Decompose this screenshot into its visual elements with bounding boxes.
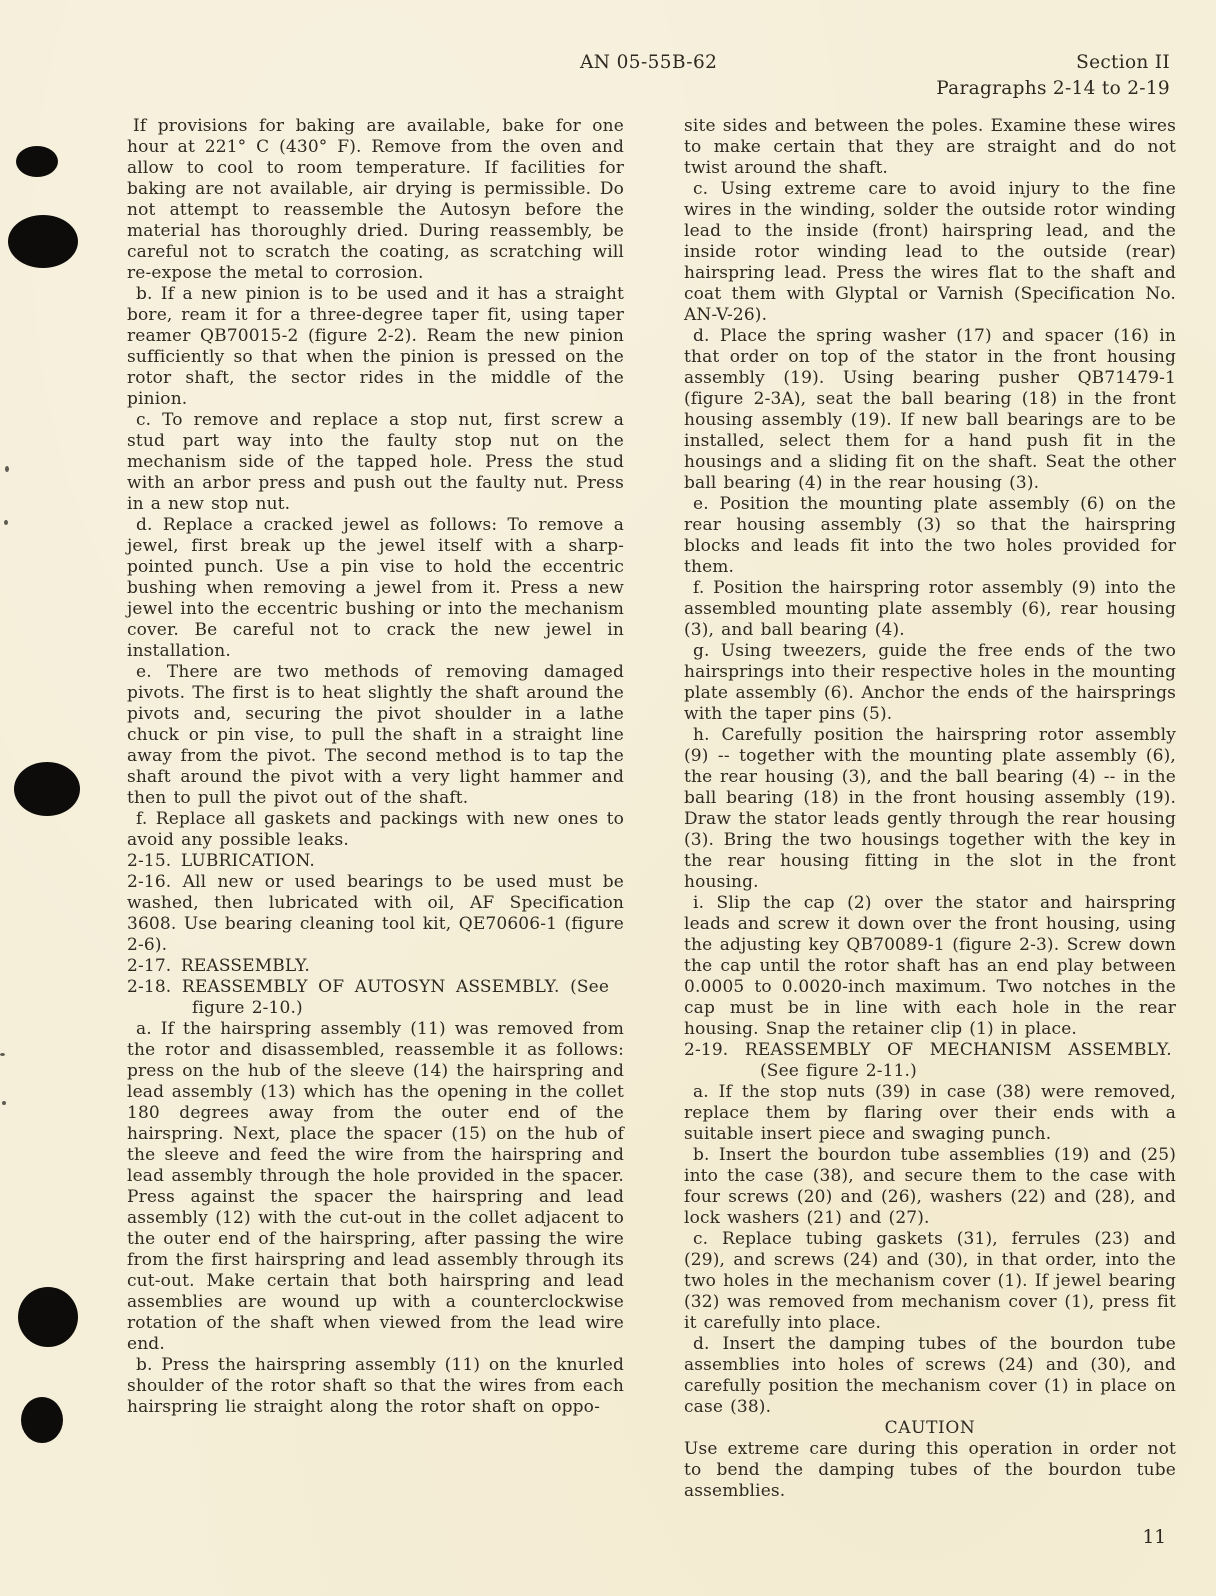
caution-heading: CAUTION <box>884 1418 976 1438</box>
paragraph-2-16: 2-16. All new or used bearings to be used must be washed, then lubricated with oil, AF Specification 3608. Use bearing cleaning tool kit, QE70606-1 (figure 2-6). <box>127 872 624 955</box>
punch-hole-mark <box>16 146 58 177</box>
paragraph-item-a: a. If the hairspring assembly (11) was removed from the rotor and disassembled, reassemble it as follows: press on the hub of the sleeve (14) the hairspring and lead assembly (13) which has the opening in the collet 180 degrees away from the outer end of the hairspring. Next, place the spacer (15) on the hub of the sleeve and feed the wire from the hairspring and lead assembly through the hole provided in the spacer. Press against the spacer the hairspring and lead assembly (12) with the cut-out in the collet adjacent to the outer end of the hairspring, after passing the wire from the first hairspring and lead assembly through its cut-out. Make certain that both hairspring and lead assemblies are wound up with a counterclockwise rotation of the shaft when viewed from the lead wire end. <box>127 1019 624 1354</box>
heading-2-15: 2-15. LUBRICATION. <box>127 851 315 871</box>
heading-2-18-line1: 2-18. REASSEMBLY OF AUTOSYN ASSEMBLY. (See <box>127 977 610 997</box>
paragraph-item-c2: c. Replace tubing gaskets (31), ferrules (23) and (29), and screws (24) and (30), in that order, into the two holes in the mechanism cover (1). If jewel bearing (32) was removed from mechanism cover (1), press fit it carefully into place. <box>684 1229 1176 1333</box>
heading-2-19 <box>684 1040 1176 1082</box>
heading-2-17: 2-17. REASSEMBLY. <box>127 956 310 976</box>
doc-number: AN 05-55B-62 <box>580 52 718 73</box>
punch-hole-mark <box>14 762 80 816</box>
paragraph-item-f: f. Position the hairspring rotor assembly (9) into the assembled mounting plate assembly (6), rear housing (3), and ball bearing (4). <box>684 578 1176 640</box>
punch-hole-mark <box>8 215 78 268</box>
scan-speck <box>2 1101 6 1105</box>
heading-2-18-line2: figure 2-10.) <box>192 998 303 1018</box>
paragraph-continuation: If provisions for baking are available, bake for one hour at 221° C (430° F). Remove from the oven and allow to cool to room temperature. If facilities for baking are not available, air drying is permissible. Do not attempt to reassemble the Autosyn before the material has thoroughly dried. During reassembly, be careful not to scratch the coating, as scratching will re-expose the metal to corrosion. <box>127 116 624 283</box>
paragraph-item-d: d. Place the spring washer (17) and spacer (16) in that order on top of the stator in the front housing assembly (19). Using bearing pusher QB71479-1 (figure 2-3A), seat the ball bearing (18) in the front housing assembly (19). If new ball bearings are to be installed, select them for a hand push fit in the housings and a sliding fit on the shaft. Seat the other ball bearing (4) in the rear housing (3). <box>684 326 1176 493</box>
left-column <box>127 116 624 1418</box>
paragraph-item-g: g. Using tweezers, guide the free ends of the two hairsprings into their respective holes in the mounting plate assembly (6). Anchor the ends of the hairsprings with the taper pins (5). <box>684 641 1176 724</box>
header-right <box>936 50 1170 102</box>
scan-speck <box>0 1053 5 1056</box>
punch-hole-mark <box>21 1397 63 1443</box>
section-label: Section II <box>1076 52 1170 73</box>
paragraph-item-c: c. Using extreme care to avoid injury to the fine wires in the winding, solder the outside rotor winding lead to the inside (front) hairspring lead, and the inside rotor winding lead to the outside (rear) hairspring lead. Press the wires flat to the shaft and coat them with Glyptal or Varnish (Specification No. AN-V-26). <box>684 179 1176 325</box>
paragraph-range: Paragraphs 2-14 to 2-19 <box>936 78 1170 99</box>
paragraph-item-b: b. Insert the bourdon tube assemblies (19) and (25) into the case (38), and secure them to the case with four screws (20) and (26), washers (22) and (28), and lock washers (21) and (27). <box>684 1145 1176 1228</box>
scan-speck <box>5 466 9 472</box>
heading-2-19-line1: 2-19. REASSEMBLY OF MECHANISM ASSEMBLY. <box>684 1040 1172 1060</box>
paragraph-item-e: e. There are two methods of removing damaged pivots. The first is to heat slightly the shaft around the pivots and, securing the pivot shoulder in a lathe chuck or pin vise, to pull the shaft in a straight line away from the pivot. The second method is to tap the shaft around the pivot with a very light hammer and then to pull the pivot out of the shaft. <box>127 662 624 808</box>
paragraph-item-d2: d. Insert the damping tubes of the bourdon tube assemblies into holes of screws (24) and (30), and carefully position the mechanism cover (1) in place on case (38). <box>684 1334 1176 1417</box>
heading-2-19-line2: (See figure 2-11.) <box>760 1061 917 1081</box>
caution-text: Use extreme care during this operation in order not to bend the damping tubes of the bourdon tube assemblies. <box>684 1439 1176 1501</box>
paragraph-item-h: h. Carefully position the hairspring rotor assembly (9) -- together with the mounting plate assembly (6), the rear housing (3), and the ball bearing (4) -- in the ball bearing (18) in the front housing assembly (19). Draw the stator leads gently through the rear housing (3). Bring the two housings together with the key in the rear housing fitting in the slot in the front housing. <box>684 725 1176 892</box>
paragraph-item-i: i. Slip the cap (2) over the stator and hairspring leads and screw it down over the front housing, using the adjusting key QB70089-1 (figure 2-3). Screw down the cap until the rotor shaft has an end play between 0.0005 to 0.0020-inch maximum. Two notches in the cap must be in line with each hole in the rear housing. Snap the retainer clip (1) in place. <box>684 893 1176 1039</box>
paragraph-item-e: e. Position the mounting plate assembly (6) on the rear housing assembly (3) so that the hairspring blocks and leads fit into the two holes provided for them. <box>684 494 1176 577</box>
page-number: 11 <box>1142 1527 1166 1548</box>
paragraph-item-d: d. Replace a cracked jewel as follows: To remove a jewel, first break up the jewel itself with a sharp-pointed punch. Use a pin vise to hold the eccentric bushing when removing a jewel from it. Press a new jewel into the eccentric bushing or into the mechanism cover. Be careful not to crack the new jewel in installation. <box>127 515 624 661</box>
paragraph-continuation: site sides and between the poles. Examine these wires to make certain that they are straight and do not twist around the shaft. <box>684 116 1176 178</box>
paragraph-item-f: f. Replace all gaskets and packings with new ones to avoid any possible leaks. <box>127 809 624 850</box>
heading-2-18 <box>127 977 624 1019</box>
scan-speck <box>4 520 8 525</box>
paragraph-item-c: c. To remove and replace a stop nut, first screw a stud part way into the faulty stop nut on the mechanism side of the tapped hole. Press the stud with an arbor press and push out the faulty nut. Press in a new stop nut. <box>127 410 624 514</box>
paragraph-item-b: b. If a new pinion is to be used and it has a straight bore, ream it for a three-degree taper fit, using taper reamer QB70015-2 (figure 2-2). Ream the new pinion sufficiently so that when the pinion is pressed on the rotor shaft, the sector rides in the middle of the pinion. <box>127 284 624 409</box>
right-column <box>684 116 1176 1502</box>
punch-hole-mark <box>18 1287 78 1347</box>
paragraph-item-a: a. If the stop nuts (39) in case (38) were removed, replace them by flaring over their ends with a suitable insert piece and swaging punch. <box>684 1082 1176 1144</box>
paragraph-item-b2: b. Press the hairspring assembly (11) on the knurled shoulder of the rotor shaft so that the wires from each hairspring lie straight along the rotor shaft on oppo- <box>127 1355 624 1417</box>
